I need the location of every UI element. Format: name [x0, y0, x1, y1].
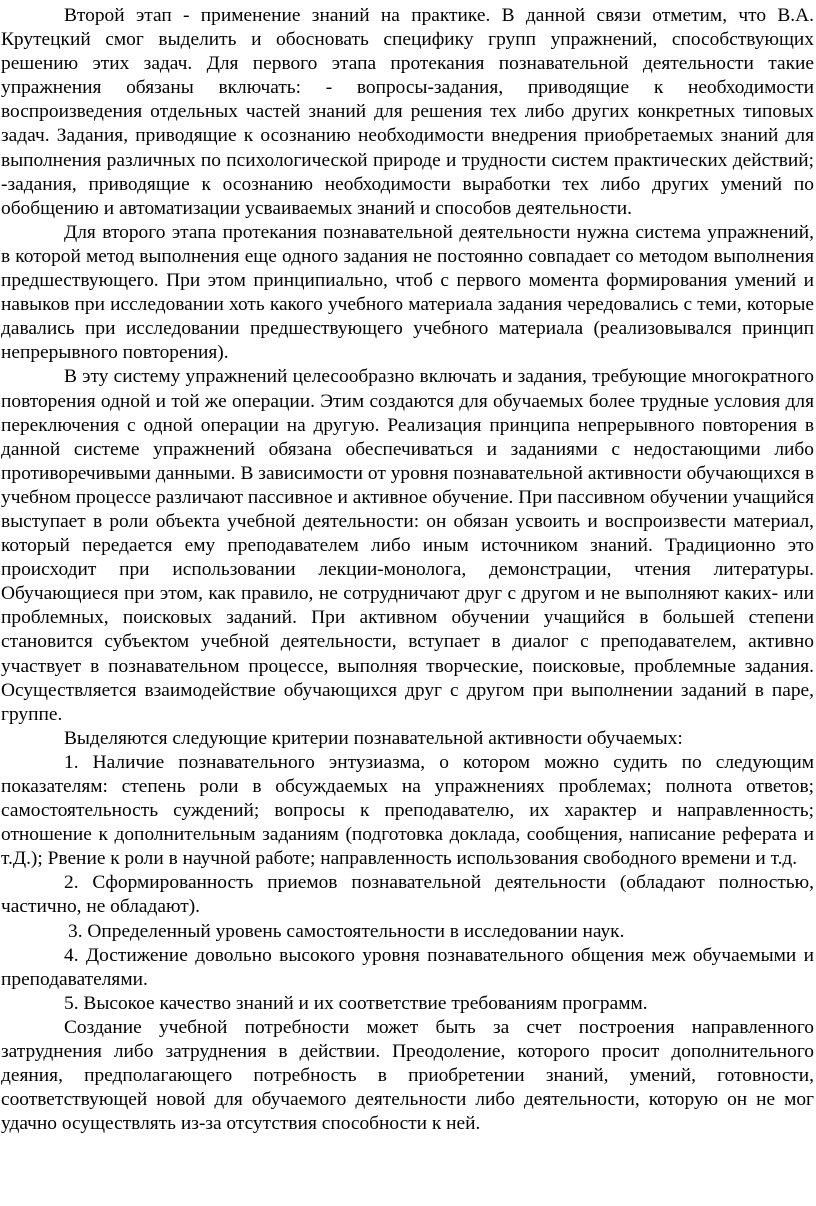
list-item-criterion-4: 4. Достижение довольно высокого уровня познавательного общения меж обучаемыми и преподавателями. [1, 944, 814, 990]
list-item-criterion-5: 5. Высокое качество знаний и их соответствие требованиям программ. [64, 992, 648, 1014]
paragraph-criteria-intro: Выделяются следующие критерии познавательной активности обучаемых: [64, 727, 683, 749]
list-item-criterion-2: 2. Сформированность приемов познавательной деятельности (обладают полностью, частично, не обладают). [1, 872, 814, 918]
list-item-criterion-3: 3. Определенный уровень самостоятельности в исследовании наук. [68, 920, 625, 942]
paragraph-learning-need: Создание учебной потребности может быть за счет построения направленного затруднения либо затруднения в действии. Преодоление, которого просит дополнительного деяния, предполагающего потребность в приобретении знаний, умений, готовности, соответствующей новой для обучаемого деятельности либо деятельности, которую он не мог удачно осуществлять из-за отсутствия способности к ней. [1, 1016, 814, 1135]
paragraph-active-passive-learning: В эту систему упражнений целесообразно включать и задания, требующие многократного повторения одной и той же операции. Этим создаются для обучаемых более трудные условия для переключения с одной операции на другую. Реализация принципа непрерывного повторения в данной системе упражнений обязана обеспечиваться и заданиями с недостающими либо противоречивыми данными. В зависимости от уровня познавательной активности обучающихся в учебном процессе различают пассивное и активное обучение. При пассивном обучении учащийся выступает в роли объекта учебной деятельности: он обязан усвоить и воспроизвести материал, который передается ему преподавателем либо иным источником знаний. Традиционно это происходит при использовании лекции-монолога, демонстрации, чтения литературы. Обучающиеся при этом, как правило, не сотрудничают друг с другом и не выполняют каких- или проблемных, поисковых заданий. При активном обучении учащийся в большей степени становится субъектом учебной деятельности, вступает в диалог с преподавателем, активно участвует в познавательном процессе, выполняя творческие, поисковые, проблемные задания. Осуществляется взаимодействие обучающихся друг с другом при выполнении заданий в паре, группе. [1, 366, 814, 725]
paragraph-second-stage: Второй этап - применение знаний на практике. В данной связи отметим, что В.А. Крутецкий смог выделить и обосновать специфику групп упражнений, способствующих решению этих задач. Для первого этапа протекания познавательной деятельности такие упражнения обязаны включать: - вопросы-задания, приводящие к необходимости воспроизведения отдельных частей знаний для решения тех либо других конкретных типовых задач. Задания, приводящие к осознанию необходимости внедрения приобретаемых знаний для выполнения различных по психологической природе и трудности систем практических действий; -задания, приводящие к осознанию необходимости выработки тех либо других умений по обобщению и автоматизации усваиваемых знаний и способов деятельности. [1, 5, 814, 219]
list-item-criterion-1: 1. Наличие познавательного энтузиазма, о котором можно судить по следующим показателям: степень роли в обсуждаемых на упражнениях проблемах; полнота ответов; самостоятельность суждений; вопросы к преподавателю, их характер и направленность; отношение к дополнительным заданиям (подготовка доклада, сообщения, написание реферата и т.Д.); Рвение к роли в научной работе; направленность использования свободного времени и т.д. [1, 751, 814, 870]
paragraph-exercise-system: Для второго этапа протекания познавательной деятельности нужна система упражнений, в которой метод выполнения еще одного задания не постоянно совпадает со методом выполнения предшествующего. При этом принципиально, чтоб с первого момента формирования умений и навыков при исследовании хоть какого учебного материала задания чередовались с теми, которые давались при исследовании предшествующего учебного материала (реализовывался принцип непрерывного повторения). [1, 221, 814, 364]
